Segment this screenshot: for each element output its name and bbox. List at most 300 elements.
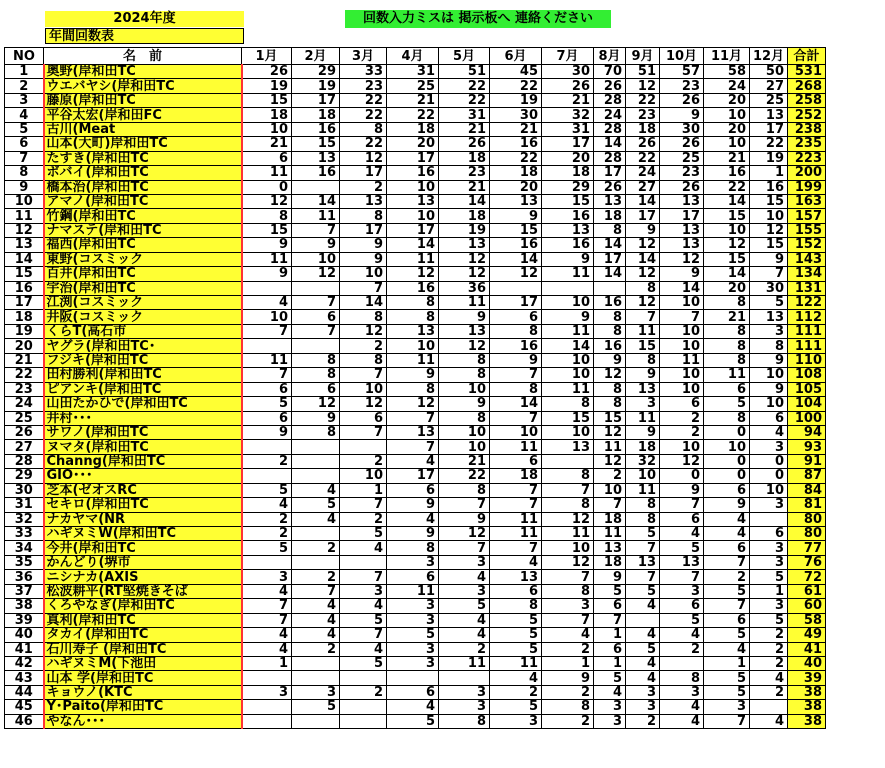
month-count-cell[interactable]: 11 xyxy=(387,353,439,367)
month-count-cell[interactable]: 5 xyxy=(292,700,340,714)
name-cell[interactable]: Y･Paito(岸和田TC xyxy=(44,700,242,714)
month-count-cell[interactable]: 27 xyxy=(626,180,660,194)
month-count-cell[interactable]: 17 xyxy=(340,166,387,180)
month-count-cell[interactable]: 10 xyxy=(750,368,788,382)
month-count-cell[interactable]: 3 xyxy=(439,700,490,714)
name-cell[interactable]: 東野(コスミック xyxy=(44,252,242,266)
month-count-cell[interactable]: 19 xyxy=(242,79,292,93)
name-cell[interactable]: ハギヌミM(下池田 xyxy=(44,656,242,670)
month-count-cell[interactable]: 6 xyxy=(340,411,387,425)
name-cell[interactable]: 古川(Meat xyxy=(44,122,242,136)
month-count-cell[interactable]: 9 xyxy=(439,512,490,526)
month-count-cell[interactable]: 8 xyxy=(490,324,542,338)
month-count-cell[interactable]: 19 xyxy=(750,151,788,165)
month-count-cell[interactable]: 16 xyxy=(490,339,542,353)
month-count-cell[interactable]: 7 xyxy=(340,570,387,584)
row-number-cell[interactable]: 43 xyxy=(5,671,44,685)
month-count-cell[interactable]: 2 xyxy=(292,541,340,555)
month-count-cell[interactable]: 22 xyxy=(626,93,660,107)
month-count-cell[interactable]: 2 xyxy=(704,570,750,584)
month-count-cell[interactable]: 7 xyxy=(242,368,292,382)
row-number-cell[interactable]: 22 xyxy=(5,368,44,382)
month-count-cell[interactable] xyxy=(340,700,387,714)
month-count-cell[interactable]: 10 xyxy=(387,209,439,223)
month-count-cell[interactable]: 2 xyxy=(242,512,292,526)
month-count-cell[interactable]: 4 xyxy=(490,555,542,569)
total-cell[interactable]: 131 xyxy=(788,281,826,295)
row-number-cell[interactable]: 23 xyxy=(5,382,44,396)
col-header-jul[interactable]: 7月 xyxy=(542,48,594,65)
row-number-cell[interactable]: 25 xyxy=(5,411,44,425)
month-count-cell[interactable]: 4 xyxy=(242,296,292,310)
month-count-cell[interactable]: 7 xyxy=(750,267,788,281)
row-number-cell[interactable]: 7 xyxy=(5,151,44,165)
name-cell[interactable]: 山田たかひで(岸和田TC xyxy=(44,397,242,411)
month-count-cell[interactable]: 8 xyxy=(542,498,594,512)
month-count-cell[interactable]: 45 xyxy=(490,65,542,79)
month-count-cell[interactable] xyxy=(242,714,292,728)
name-cell[interactable]: 福西(岸和田TC xyxy=(44,238,242,252)
row-number-cell[interactable]: 44 xyxy=(5,685,44,699)
month-count-cell[interactable] xyxy=(242,339,292,353)
row-number-cell[interactable]: 15 xyxy=(5,267,44,281)
name-cell[interactable]: かんどり(堺市 xyxy=(44,555,242,569)
month-count-cell[interactable]: 13 xyxy=(387,324,439,338)
month-count-cell[interactable]: 9 xyxy=(292,238,340,252)
row-number-cell[interactable]: 4 xyxy=(5,108,44,122)
month-count-cell[interactable]: 20 xyxy=(490,180,542,194)
month-count-cell[interactable]: 18 xyxy=(626,440,660,454)
month-count-cell[interactable]: 14 xyxy=(594,267,626,281)
month-count-cell[interactable]: 5 xyxy=(594,584,626,598)
month-count-cell[interactable]: 10 xyxy=(594,483,626,497)
row-number-cell[interactable]: 37 xyxy=(5,584,44,598)
month-count-cell[interactable]: 7 xyxy=(387,411,439,425)
name-cell[interactable]: 平谷太宏(岸和田FC xyxy=(44,108,242,122)
month-count-cell[interactable]: 24 xyxy=(626,166,660,180)
month-count-cell[interactable]: 2 xyxy=(340,180,387,194)
month-count-cell[interactable]: 13 xyxy=(594,541,626,555)
name-cell[interactable]: アマノ(岸和田TC xyxy=(44,194,242,208)
month-count-cell[interactable]: 11 xyxy=(594,527,626,541)
month-count-cell[interactable]: 10 xyxy=(242,122,292,136)
row-number-cell[interactable]: 19 xyxy=(5,324,44,338)
month-count-cell[interactable]: 16 xyxy=(387,166,439,180)
name-cell[interactable]: 松波耕平(RT堅焼きそば xyxy=(44,584,242,598)
month-count-cell[interactable]: 7 xyxy=(439,541,490,555)
month-count-cell[interactable]: 6 xyxy=(242,151,292,165)
name-cell[interactable]: 江渕(コスミック xyxy=(44,296,242,310)
month-count-cell[interactable] xyxy=(292,454,340,468)
month-count-cell[interactable]: 11 xyxy=(660,353,704,367)
month-count-cell[interactable]: 51 xyxy=(439,65,490,79)
month-count-cell[interactable] xyxy=(594,281,626,295)
month-count-cell[interactable]: 6 xyxy=(594,599,626,613)
total-cell[interactable]: 87 xyxy=(788,469,826,483)
month-count-cell[interactable]: 3 xyxy=(750,440,788,454)
month-count-cell[interactable]: 13 xyxy=(750,310,788,324)
month-count-cell[interactable]: 26 xyxy=(660,180,704,194)
month-count-cell[interactable]: 9 xyxy=(594,353,626,367)
month-count-cell[interactable]: 8 xyxy=(626,281,660,295)
total-cell[interactable]: 84 xyxy=(788,483,826,497)
month-count-cell[interactable]: 3 xyxy=(387,613,439,627)
month-count-cell[interactable]: 12 xyxy=(387,397,439,411)
month-count-cell[interactable]: 4 xyxy=(292,483,340,497)
month-count-cell[interactable]: 5 xyxy=(626,527,660,541)
table-subtitle[interactable]: 年間回数表 xyxy=(45,28,244,44)
month-count-cell[interactable]: 17 xyxy=(387,223,439,237)
month-count-cell[interactable]: 8 xyxy=(594,382,626,396)
month-count-cell[interactable]: 14 xyxy=(594,137,626,151)
name-cell[interactable]: くらT(高石市 xyxy=(44,324,242,338)
total-cell[interactable]: 60 xyxy=(788,599,826,613)
month-count-cell[interactable]: 9 xyxy=(594,570,626,584)
month-count-cell[interactable]: 20 xyxy=(704,122,750,136)
month-count-cell[interactable]: 10 xyxy=(704,137,750,151)
row-number-cell[interactable]: 2 xyxy=(5,79,44,93)
month-count-cell[interactable]: 4 xyxy=(340,599,387,613)
month-count-cell[interactable]: 11 xyxy=(490,527,542,541)
month-count-cell[interactable]: 9 xyxy=(750,353,788,367)
month-count-cell[interactable]: 2 xyxy=(594,469,626,483)
month-count-cell[interactable]: 51 xyxy=(626,65,660,79)
month-count-cell[interactable]: 5 xyxy=(242,483,292,497)
month-count-cell[interactable]: 12 xyxy=(626,238,660,252)
month-count-cell[interactable]: 10 xyxy=(542,541,594,555)
month-count-cell[interactable]: 23 xyxy=(660,79,704,93)
month-count-cell[interactable]: 0 xyxy=(704,425,750,439)
month-count-cell[interactable] xyxy=(242,469,292,483)
month-count-cell[interactable]: 0 xyxy=(242,180,292,194)
month-count-cell[interactable]: 10 xyxy=(660,324,704,338)
row-number-cell[interactable]: 27 xyxy=(5,440,44,454)
name-cell[interactable]: やなん･･･ xyxy=(44,714,242,728)
month-count-cell[interactable]: 15 xyxy=(750,238,788,252)
month-count-cell[interactable] xyxy=(340,555,387,569)
month-count-cell[interactable]: 2 xyxy=(439,642,490,656)
month-count-cell[interactable]: 10 xyxy=(750,483,788,497)
row-number-cell[interactable]: 38 xyxy=(5,599,44,613)
month-count-cell[interactable]: 4 xyxy=(292,512,340,526)
name-cell[interactable]: セキロ(岸和田TC xyxy=(44,498,242,512)
month-count-cell[interactable]: 10 xyxy=(750,397,788,411)
month-count-cell[interactable]: 4 xyxy=(242,642,292,656)
total-cell[interactable]: 223 xyxy=(788,151,826,165)
month-count-cell[interactable]: 8 xyxy=(594,223,626,237)
name-cell[interactable]: 橋本治(岸和田TC xyxy=(44,180,242,194)
row-number-cell[interactable]: 34 xyxy=(5,541,44,555)
month-count-cell[interactable]: 30 xyxy=(542,65,594,79)
month-count-cell[interactable]: 2 xyxy=(750,685,788,699)
month-count-cell[interactable]: 8 xyxy=(626,512,660,526)
month-count-cell[interactable]: 11 xyxy=(242,166,292,180)
month-count-cell[interactable]: 9 xyxy=(704,498,750,512)
month-count-cell[interactable]: 2 xyxy=(292,642,340,656)
month-count-cell[interactable]: 17 xyxy=(542,137,594,151)
total-cell[interactable]: 252 xyxy=(788,108,826,122)
month-count-cell[interactable]: 3 xyxy=(242,570,292,584)
month-count-cell[interactable]: 6 xyxy=(704,541,750,555)
month-count-cell[interactable]: 4 xyxy=(660,714,704,728)
month-count-cell[interactable]: 26 xyxy=(439,137,490,151)
col-header-jan[interactable]: 1月 xyxy=(242,48,292,65)
name-cell[interactable]: 田村勝利(岸和田TC xyxy=(44,368,242,382)
month-count-cell[interactable]: 10 xyxy=(660,382,704,396)
month-count-cell[interactable]: 15 xyxy=(242,93,292,107)
name-cell[interactable]: キョウノ(KTC xyxy=(44,685,242,699)
month-count-cell[interactable]: 11 xyxy=(292,209,340,223)
month-count-cell[interactable]: 15 xyxy=(626,339,660,353)
col-header-sep[interactable]: 9月 xyxy=(626,48,660,65)
month-count-cell[interactable]: 3 xyxy=(660,584,704,598)
month-count-cell[interactable]: 23 xyxy=(660,166,704,180)
month-count-cell[interactable]: 3 xyxy=(242,685,292,699)
month-count-cell[interactable]: 15 xyxy=(542,411,594,425)
month-count-cell[interactable]: 17 xyxy=(387,151,439,165)
month-count-cell[interactable]: 22 xyxy=(490,79,542,93)
month-count-cell[interactable]: 32 xyxy=(542,108,594,122)
month-count-cell[interactable]: 5 xyxy=(660,541,704,555)
month-count-cell[interactable]: 4 xyxy=(490,671,542,685)
total-cell[interactable]: 163 xyxy=(788,194,826,208)
month-count-cell[interactable]: 10 xyxy=(387,180,439,194)
month-count-cell[interactable] xyxy=(340,671,387,685)
month-count-cell[interactable]: 3 xyxy=(439,555,490,569)
month-count-cell[interactable]: 7 xyxy=(292,324,340,338)
name-cell[interactable]: 藤原(岸和田TC xyxy=(44,93,242,107)
month-count-cell[interactable] xyxy=(292,527,340,541)
month-count-cell[interactable]: 9 xyxy=(242,267,292,281)
row-number-cell[interactable]: 16 xyxy=(5,281,44,295)
month-count-cell[interactable]: 8 xyxy=(340,122,387,136)
month-count-cell[interactable]: 3 xyxy=(387,656,439,670)
month-count-cell[interactable] xyxy=(542,454,594,468)
month-count-cell[interactable]: 7 xyxy=(594,613,626,627)
month-count-cell[interactable] xyxy=(292,469,340,483)
month-count-cell[interactable]: 7 xyxy=(292,584,340,598)
month-count-cell[interactable]: 6 xyxy=(490,584,542,598)
month-count-cell[interactable]: 18 xyxy=(542,166,594,180)
total-cell[interactable]: 111 xyxy=(788,339,826,353)
month-count-cell[interactable]: 11 xyxy=(490,440,542,454)
month-count-cell[interactable] xyxy=(242,700,292,714)
name-cell[interactable]: 宇治(岸和田TC xyxy=(44,281,242,295)
total-cell[interactable]: 40 xyxy=(788,656,826,670)
total-cell[interactable]: 58 xyxy=(788,613,826,627)
month-count-cell[interactable]: 3 xyxy=(387,599,439,613)
total-cell[interactable]: 268 xyxy=(788,79,826,93)
month-count-cell[interactable]: 9 xyxy=(340,252,387,266)
month-count-cell[interactable]: 11 xyxy=(490,512,542,526)
month-count-cell[interactable]: 8 xyxy=(387,296,439,310)
total-cell[interactable]: 108 xyxy=(788,368,826,382)
col-header-oct[interactable]: 10月 xyxy=(660,48,704,65)
month-count-cell[interactable]: 8 xyxy=(704,339,750,353)
month-count-cell[interactable]: 14 xyxy=(704,267,750,281)
month-count-cell[interactable]: 13 xyxy=(387,194,439,208)
month-count-cell[interactable]: 5 xyxy=(704,584,750,598)
month-count-cell[interactable]: 9 xyxy=(242,425,292,439)
month-count-cell[interactable]: 7 xyxy=(626,310,660,324)
row-number-cell[interactable]: 9 xyxy=(5,180,44,194)
month-count-cell[interactable]: 7 xyxy=(242,613,292,627)
month-count-cell[interactable]: 4 xyxy=(340,541,387,555)
month-count-cell[interactable] xyxy=(387,671,439,685)
month-count-cell[interactable]: 2 xyxy=(292,570,340,584)
month-count-cell[interactable]: 1 xyxy=(340,483,387,497)
month-count-cell[interactable]: 11 xyxy=(439,296,490,310)
month-count-cell[interactable]: 14 xyxy=(704,194,750,208)
month-count-cell[interactable]: 15 xyxy=(750,194,788,208)
month-count-cell[interactable] xyxy=(439,671,490,685)
month-count-cell[interactable]: 7 xyxy=(340,368,387,382)
month-count-cell[interactable]: 8 xyxy=(542,700,594,714)
month-count-cell[interactable]: 7 xyxy=(626,570,660,584)
month-count-cell[interactable]: 7 xyxy=(704,599,750,613)
month-count-cell[interactable]: 18 xyxy=(292,108,340,122)
month-count-cell[interactable]: 5 xyxy=(490,628,542,642)
month-count-cell[interactable]: 4 xyxy=(439,613,490,627)
month-count-cell[interactable]: 24 xyxy=(704,79,750,93)
month-count-cell[interactable]: 17 xyxy=(660,209,704,223)
month-count-cell[interactable]: 10 xyxy=(542,353,594,367)
total-cell[interactable]: 38 xyxy=(788,714,826,728)
name-cell[interactable]: ナカヤマ(NR xyxy=(44,512,242,526)
month-count-cell[interactable]: 5 xyxy=(340,613,387,627)
month-count-cell[interactable]: 10 xyxy=(340,267,387,281)
month-count-cell[interactable]: 9 xyxy=(387,368,439,382)
total-cell[interactable]: 105 xyxy=(788,382,826,396)
row-number-cell[interactable]: 32 xyxy=(5,512,44,526)
month-count-cell[interactable]: 1 xyxy=(750,584,788,598)
month-count-cell[interactable]: 8 xyxy=(439,411,490,425)
month-count-cell[interactable]: 20 xyxy=(704,93,750,107)
month-count-cell[interactable]: 9 xyxy=(626,223,660,237)
month-count-cell[interactable]: 31 xyxy=(439,108,490,122)
month-count-cell[interactable]: 4 xyxy=(704,642,750,656)
month-count-cell[interactable]: 6 xyxy=(660,512,704,526)
month-count-cell[interactable]: 3 xyxy=(704,700,750,714)
month-count-cell[interactable]: 21 xyxy=(439,180,490,194)
row-number-cell[interactable]: 21 xyxy=(5,353,44,367)
month-count-cell[interactable]: 4 xyxy=(387,512,439,526)
month-count-cell[interactable] xyxy=(292,671,340,685)
month-count-cell[interactable]: 21 xyxy=(387,93,439,107)
year-title[interactable]: 2024年度 xyxy=(45,11,244,27)
month-count-cell[interactable]: 16 xyxy=(292,122,340,136)
month-count-cell[interactable]: 7 xyxy=(660,570,704,584)
month-count-cell[interactable]: 22 xyxy=(626,151,660,165)
month-count-cell[interactable]: 6 xyxy=(242,382,292,396)
name-cell[interactable]: タカイ(岸和田TC xyxy=(44,628,242,642)
month-count-cell[interactable]: 30 xyxy=(660,122,704,136)
month-count-cell[interactable]: 26 xyxy=(660,93,704,107)
month-count-cell[interactable]: 17 xyxy=(750,122,788,136)
row-number-cell[interactable]: 40 xyxy=(5,628,44,642)
month-count-cell[interactable]: 11 xyxy=(542,324,594,338)
row-number-cell[interactable]: 39 xyxy=(5,613,44,627)
month-count-cell[interactable]: 8 xyxy=(704,296,750,310)
month-count-cell[interactable]: 7 xyxy=(704,555,750,569)
name-cell[interactable]: 竹鋼(岸和田TC xyxy=(44,209,242,223)
month-count-cell[interactable]: 3 xyxy=(490,714,542,728)
month-count-cell[interactable]: 4 xyxy=(292,628,340,642)
total-cell[interactable]: 80 xyxy=(788,527,826,541)
month-count-cell[interactable] xyxy=(660,656,704,670)
month-count-cell[interactable]: 3 xyxy=(292,685,340,699)
month-count-cell[interactable]: 8 xyxy=(242,209,292,223)
month-count-cell[interactable]: 18 xyxy=(594,555,626,569)
month-count-cell[interactable]: 1 xyxy=(242,656,292,670)
month-count-cell[interactable]: 15 xyxy=(490,223,542,237)
row-number-cell[interactable]: 17 xyxy=(5,296,44,310)
total-cell[interactable]: 81 xyxy=(788,498,826,512)
month-count-cell[interactable]: 11 xyxy=(626,411,660,425)
month-count-cell[interactable]: 15 xyxy=(704,209,750,223)
total-cell[interactable]: 122 xyxy=(788,296,826,310)
month-count-cell[interactable]: 16 xyxy=(490,137,542,151)
month-count-cell[interactable]: 0 xyxy=(750,469,788,483)
month-count-cell[interactable]: 5 xyxy=(704,628,750,642)
month-count-cell[interactable]: 11 xyxy=(387,252,439,266)
month-count-cell[interactable]: 28 xyxy=(594,93,626,107)
month-count-cell[interactable]: 12 xyxy=(704,238,750,252)
month-count-cell[interactable]: 12 xyxy=(292,267,340,281)
month-count-cell[interactable]: 17 xyxy=(626,209,660,223)
total-cell[interactable]: 143 xyxy=(788,252,826,266)
month-count-cell[interactable]: 13 xyxy=(542,223,594,237)
month-count-cell[interactable]: 14 xyxy=(594,238,626,252)
month-count-cell[interactable]: 17 xyxy=(292,93,340,107)
month-count-cell[interactable]: 3 xyxy=(626,685,660,699)
month-count-cell[interactable]: 4 xyxy=(292,599,340,613)
month-count-cell[interactable]: 7 xyxy=(490,483,542,497)
month-count-cell[interactable] xyxy=(242,671,292,685)
month-count-cell[interactable]: 26 xyxy=(626,137,660,151)
month-count-cell[interactable]: 12 xyxy=(750,223,788,237)
month-count-cell[interactable]: 24 xyxy=(594,108,626,122)
total-cell[interactable]: 104 xyxy=(788,397,826,411)
month-count-cell[interactable]: 58 xyxy=(704,65,750,79)
total-cell[interactable]: 200 xyxy=(788,166,826,180)
col-header-name[interactable]: 名 前 xyxy=(44,48,242,65)
month-count-cell[interactable]: 10 xyxy=(704,108,750,122)
month-count-cell[interactable]: 2 xyxy=(660,642,704,656)
month-count-cell[interactable]: 13 xyxy=(660,238,704,252)
month-count-cell[interactable]: 4 xyxy=(242,498,292,512)
month-count-cell[interactable]: 12 xyxy=(340,397,387,411)
name-cell[interactable]: 芝本(ゼオスRC xyxy=(44,483,242,497)
month-count-cell[interactable]: 10 xyxy=(750,209,788,223)
month-count-cell[interactable]: 18 xyxy=(490,469,542,483)
month-count-cell[interactable]: 32 xyxy=(626,454,660,468)
month-count-cell[interactable]: 10 xyxy=(704,223,750,237)
month-count-cell[interactable]: 12 xyxy=(292,397,340,411)
month-count-cell[interactable]: 11 xyxy=(387,584,439,598)
month-count-cell[interactable]: 0 xyxy=(704,454,750,468)
total-cell[interactable]: 91 xyxy=(788,454,826,468)
month-count-cell[interactable]: 6 xyxy=(292,310,340,324)
month-count-cell[interactable]: 14 xyxy=(490,397,542,411)
total-cell[interactable]: 39 xyxy=(788,671,826,685)
month-count-cell[interactable]: 0 xyxy=(660,469,704,483)
col-header-feb[interactable]: 2月 xyxy=(292,48,340,65)
col-header-apr[interactable]: 4月 xyxy=(387,48,439,65)
month-count-cell[interactable]: 4 xyxy=(660,628,704,642)
month-count-cell[interactable] xyxy=(542,281,594,295)
month-count-cell[interactable]: 4 xyxy=(387,700,439,714)
